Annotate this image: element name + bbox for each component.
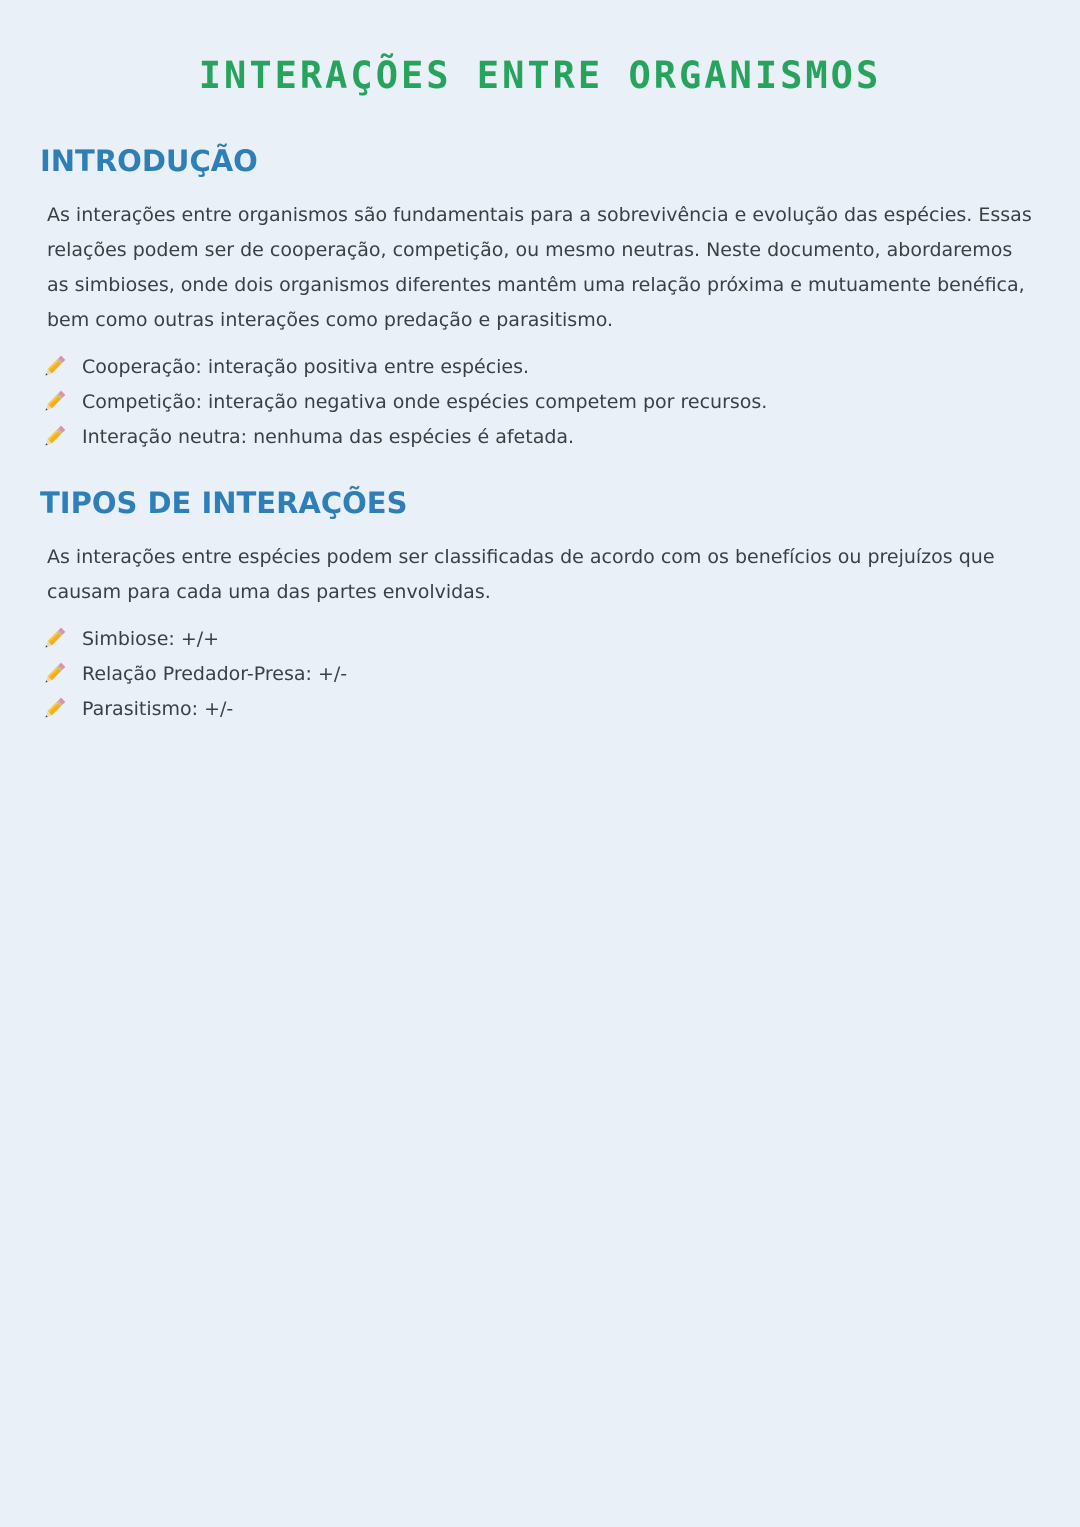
list-item [40,691,347,726]
pencil-icon [40,660,68,688]
bullet-text: Competição: interação negativa onde espécies competem por recursos. [82,390,768,413]
tipos-paragraph: As interações entre espécies podem ser classificadas de acordo com os benefícios ou prejuízos que causam para cada uma das partes envolvidas. [47,546,995,603]
bullet-text: Relação Predador-Presa: +/- [82,662,348,685]
list-item [40,656,347,691]
list-item [40,349,767,384]
list-item [40,419,767,454]
pencil-icon [40,695,68,723]
list-item [40,621,347,656]
pencil-icon [40,625,68,653]
section-heading-introducao: INTRODUÇÃO [40,144,258,178]
pencil-icon [40,388,68,416]
bullet-text: Simbiose: +/+ [82,627,220,650]
section-heading-tipos-de-interacoes: TIPOS DE INTERAÇÕES [40,486,408,520]
bullet-text: Interação neutra: nenhuma das espécies é afetada. [82,425,575,448]
intro-paragraph: As interações entre organismos são fundamentais para a sobrevivência e evolução das espécies. Essas relações podem ser de cooperação, competição, ou mesmo neutras. Neste documento, abordaremos as simbioses, onde dois organismos diferentes mantêm uma relação próxima e mutuamente benéfica, bem como outras interações como predação e parasitismo. [47,204,1032,331]
document-title: INTERAÇÕES ENTRE ORGANISMOS [198,54,882,97]
pencil-icon [40,423,68,451]
list-item [40,384,767,419]
tipos-bullet-list [40,621,347,726]
bullet-text: Parasitismo: +/- [82,697,234,720]
pencil-icon [40,353,68,381]
bullet-text: Cooperação: interação positiva entre espécies. [82,355,530,378]
intro-bullet-list [40,349,767,454]
